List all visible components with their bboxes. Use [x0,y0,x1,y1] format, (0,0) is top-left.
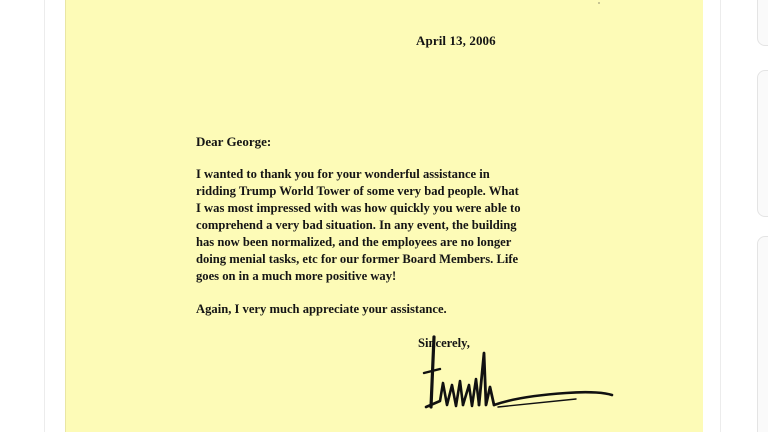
left-margin [0,0,60,432]
letter-image[interactable] [66,0,703,432]
right-divider [720,0,721,432]
side-card[interactable] [757,236,768,432]
handwritten-signature [416,335,616,415]
body-line: goes on in a much more positive way! [196,269,397,283]
body-line: I wanted to thank you for your wonderful assistance in [196,167,490,181]
letter-body [196,166,521,285]
side-card[interactable] [757,0,768,46]
side-card[interactable] [757,70,768,217]
letter-date: April 13, 2006 [416,33,496,48]
body-line: has now been normalized, and the employees are no longer [196,235,512,249]
body-line: I was most impressed with was how quickly you were able to [196,201,521,215]
body-line: doing menial tasks, etc for our former Board Members. Life [196,252,519,266]
paper-speck [598,2,600,4]
letter-closing-paragraph: Again, I very much appreciate your assistance. [196,302,447,316]
letter-greeting: Dear George: [196,134,272,149]
letter-sign-off: Sincerely, [418,336,470,350]
body-line: ridding Trump World Tower of some very bad people. What [196,184,519,198]
body-line: comprehend a very bad situation. In any event, the building [196,218,517,232]
left-divider [44,0,45,432]
